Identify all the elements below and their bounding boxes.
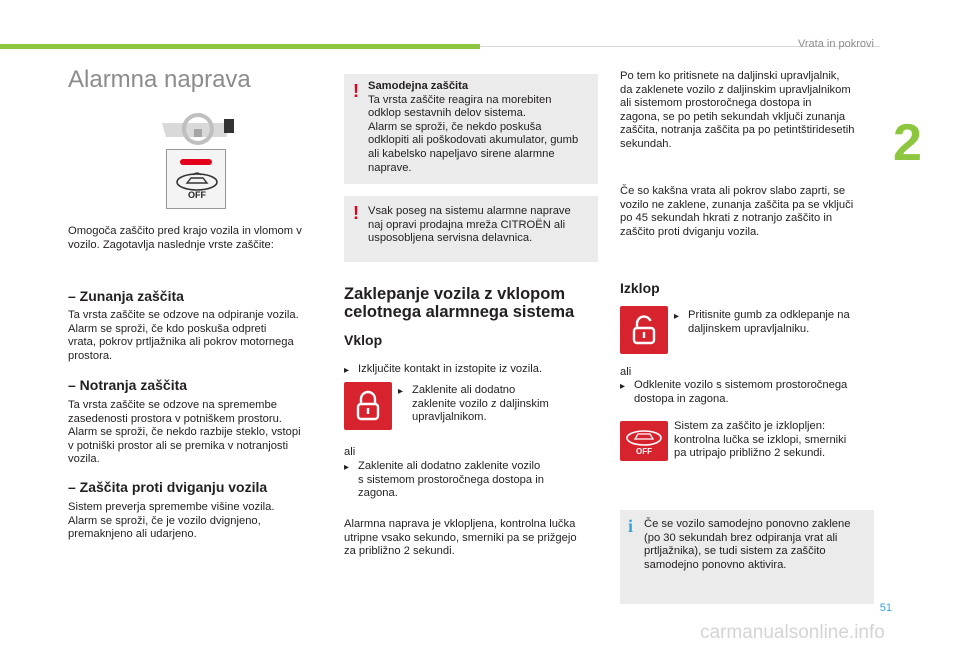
bullet-arrow-icon: ▸ [620,381,626,392]
section-title: Vrata in pokrovi [797,38,874,50]
badly-closed-text: Če so kakšna vrata ali pokrov slabo zaprti, se vozilo ne zaklene, zunanja zaščita pa se vključi po 45 sekundah hkrati z notranjo zaščito in zaščito proti dviganju vozila. [620,185,854,238]
dashboard-illustration [158,107,238,147]
padlock-unlocked-icon [620,306,668,354]
warning-box-service: ! Vsak poseg na sistemu alarmne naprave naj opravi prodajna mreža CITROËN ali usposobljena servisna delavnica. [344,196,598,262]
bullet-arrow-icon: ▸ [674,311,680,322]
alarm-off-indicator-tile [620,421,668,461]
bullet-unlock-keyless: ▸ Odklenite vozilo s sistemom prostoročnega dostopa in zagona. [620,379,848,405]
warning-box-auto-protection: ! Samodejna zaščita Ta vrsta zaščite reagira na morebiten odklop sestavnih delov sistema. Alarm se sproži, če nekdo poskuša odklopiti ali poškodovati akumulator, gumb ali kabelsko napeljavo sirene alarmne naprave. [344,74,598,184]
remote-unlock-button-tile [620,306,668,354]
bullet-lock-remote: ▸ Zaklenite ali dodatno zaklenite vozilo z daljinskim upravljalnikom. [398,384,549,424]
disarming-heading: Izklop [620,280,660,296]
disarmed-description: Sistem za zaščito je izklopljen: kontrolna lučka se izklopi, smerniki pa utripajo približno 2 sekundi. [674,420,847,460]
arming-subheading: Vklop [344,332,383,348]
info-box-auto-relock: i Če se vozilo samodejno ponovno zaklene (po 30 sekundah brez odpiranja vrat ali prtljažnika), se tudi sistem za zaščito samodejno ponovno aktivira. [620,510,874,604]
alarm-off-tile-label: OFF [636,447,652,456]
armed-description: Alarmna naprava je vklopljena, kontrolna lučka utripne vsako sekundo, smerniki pa se prižgejo za približno 2 sekundi. [344,518,577,558]
section-body-interior: Ta vrsta zaščite se odzove na spremembe zasedenosti prostora v potniškem prostoru. Alarm se sproži, če nekdo razbije steklo, vstopi v potniški prostor ali se premika v notranjosti vozila. [68,399,301,466]
locking-heading: Zaklepanje vozila z vklopom celotnega alarmnega sistema [344,285,575,321]
section-body-lifting: Sistem preverja spremembe višine vozila. Alarm se sproži, če je vozilo dvignjeno, premaknjeno ali udarjeno. [68,501,275,541]
bullet-arrow-icon: ▸ [398,386,404,397]
or-label: ali [344,446,356,458]
page-number: 51 [879,602,892,614]
info-icon: i [628,516,634,536]
bullet-arrow-icon: ▸ [344,365,350,376]
intro-text: Omogoča zaščito pred krajo vozila in vlomom v vozilo. Zagotavlja naslednje vrste zaščite: [68,225,302,251]
padlock-locked-icon [344,382,392,430]
watermark: carmanualsonline.info [700,622,885,643]
warning-icon: ! [353,81,359,101]
alarm-off-label: OFF [188,190,206,200]
chapter-number: 2 [893,114,922,172]
car-alarm-icon [175,170,219,192]
alarm-indicator-light [180,159,212,165]
activation-delay-text: Po tem ko pritisnete na daljinski upravljalnik, da zaklenete vozilo z daljinskim upravljalnikom ali sistemom prostoročnega dostopa in zagona, se po petih sekundah vključi zunanja zaščita, notranja zaščita pa po petintštiridesetih sekundah. [620,70,855,150]
section-heading-interior: – Notranja zaščita [68,377,188,393]
section-heading-exterior: – Zunanja zaščita [68,288,184,304]
page-title: Alarmna naprava [68,66,251,93]
bullet-unlock-remote: ▸ Pritisnite gumb za odklepanje na daljinskem upravljalniku. [674,309,850,335]
bullet-lock-keyless: ▸ Zaklenite ali dodatno zaklenite vozilo s sistemom prostoročnega dostopa in zagona. [344,460,544,500]
bullet-ignition-off: ▸ Izključite kontakt in izstopite iz vozila. [344,363,543,376]
bullet-arrow-icon: ▸ [344,462,350,473]
section-body-exterior: Ta vrsta zaščite se odzove na odpiranje vozila. Alarm se sproži, če kdo poskuša odpreti vrata, pokrov prtljažnika ali pokrov motornega prostora. [68,309,299,362]
or-label: ali [620,366,632,378]
header-accent-bar [0,44,480,49]
warning-icon: ! [353,203,359,223]
section-heading-lifting: – Zaščita proti dviganju vozila [68,479,268,495]
warning-title: Samodejna zaščita [368,80,469,92]
alarm-button-panel [166,149,226,209]
remote-lock-button-tile [344,382,392,430]
